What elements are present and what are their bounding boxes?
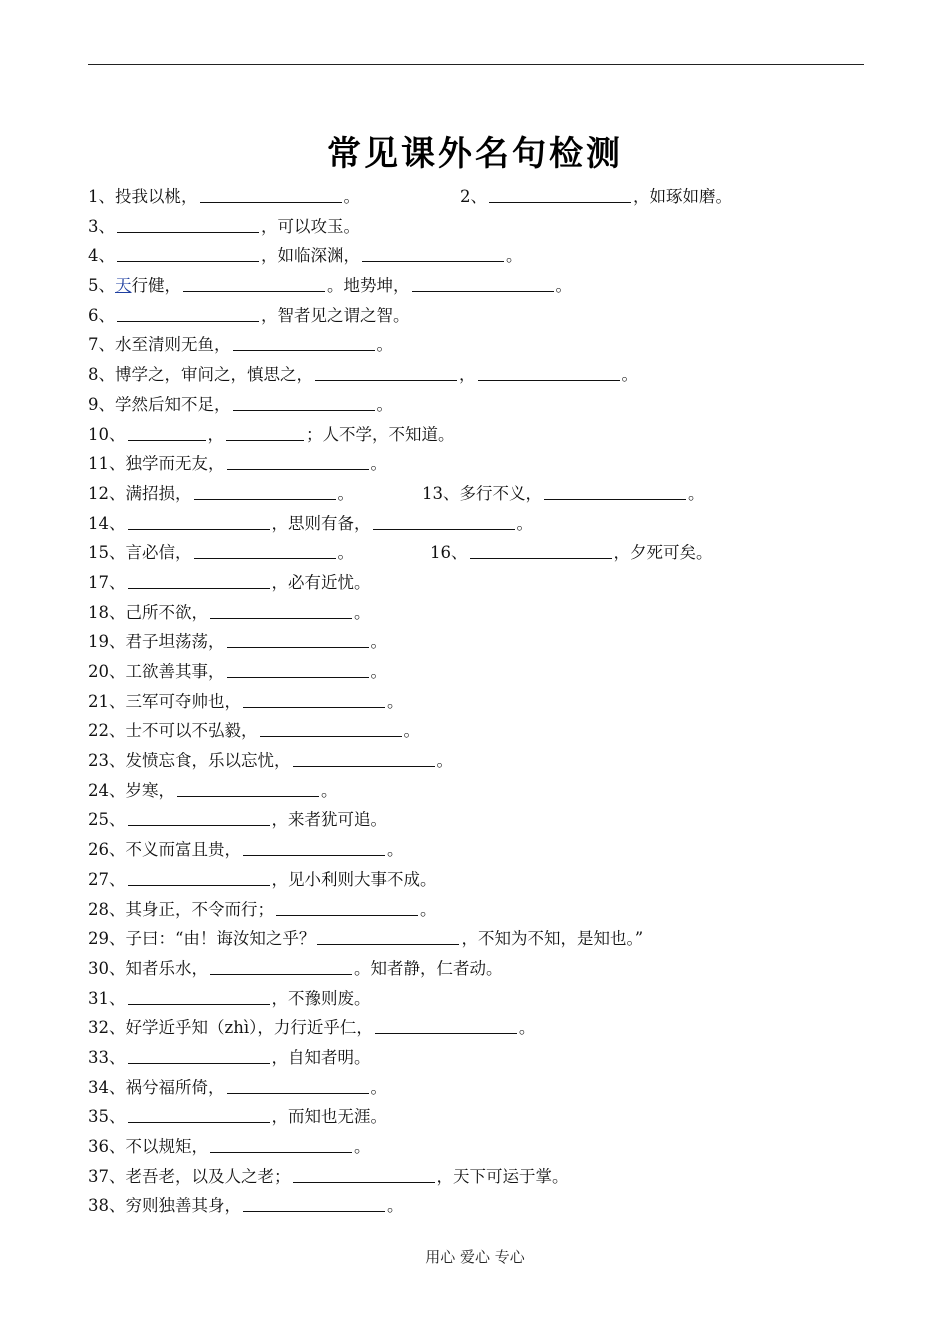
question-line [88,212,868,242]
question-text: 28、其身正，不令而行； [88,899,274,919]
question-text: 6、 [88,305,115,325]
question-text: 。 [343,187,360,206]
answer-blank[interactable] [128,1102,270,1123]
question-text: 。 [688,483,705,503]
answer-blank[interactable] [373,509,515,530]
answer-blank[interactable] [243,835,385,856]
question-text: 。 [387,691,404,711]
question-text: ，可以攻玉。 [261,216,360,236]
answer-blank[interactable] [226,420,304,441]
question-text: 。 [403,721,420,741]
question-text: 。 [518,1018,536,1038]
question-line [88,420,868,450]
page-title: 常见课外名句检测 [327,134,623,174]
question-line [88,1073,868,1103]
question-text: 18、己所不欲， [88,602,208,622]
question-text: ， [207,424,224,444]
question-text: 21、三军可夺帅也， [88,691,241,711]
question-text: 。 [337,543,354,563]
question-line [88,360,868,390]
question-line [88,241,868,271]
question-line [88,301,868,331]
question-text: 。 [420,899,437,919]
question-line [88,895,868,925]
answer-blank[interactable] [489,182,631,203]
question-line [88,1132,868,1162]
question-text: 29、子曰：“由！诲汝知之乎？ [88,929,316,949]
answer-blank[interactable] [544,479,686,500]
question-line [88,984,868,1014]
question-text: 13、多行不义， [422,483,542,503]
answer-blank[interactable] [293,1162,435,1183]
answer-blank[interactable] [293,746,435,767]
answer-blank[interactable] [117,301,259,322]
question-text: 5、 [88,276,115,296]
question-line [88,746,868,776]
answer-blank[interactable] [200,182,342,203]
answer-blank[interactable] [183,271,325,292]
question-text: 32、好学近乎知（zhì），力行近乎仁， [88,1018,373,1038]
question-text: ，夕死可矣。 [613,543,713,563]
question-text: ，不豫则废。 [271,988,371,1008]
answer-blank[interactable] [194,538,336,559]
question-text: 。 [387,840,404,860]
question-line [88,865,868,895]
question-text: 26、不义而富且贵， [88,840,241,860]
question-line [88,627,868,657]
question-line [88,271,868,301]
question-line [88,538,868,568]
answer-blank[interactable] [233,330,375,351]
question-text: 25、 [88,810,126,830]
question-text: 38、穷则独善其身， [88,1196,241,1216]
question-text: 9、学然后知不足， [88,394,231,414]
question-text: 。 [387,1196,404,1216]
question-text: 30、知者乐水， [88,958,208,978]
page-footer: 用心 爱心 专心 [425,1248,525,1266]
answer-blank[interactable] [117,212,259,233]
question-text: 23、发愤忘食，乐以忘忧， [88,751,291,771]
question-text: 8、博学之，审问之，慎思之， [88,365,313,385]
question-line [88,390,868,420]
question-text: 。 [370,1077,387,1097]
question-line [88,1102,868,1132]
question-line [88,598,868,628]
answer-blank[interactable] [128,805,270,826]
answer-blank[interactable] [227,449,369,470]
question-line [88,182,868,212]
answer-blank[interactable] [128,568,270,589]
question-text: 20、工欲善其事， [88,662,225,681]
answer-blank[interactable] [412,271,554,292]
question-line-right [430,538,713,568]
question-text: 天 [115,276,132,296]
question-text: 3、 [88,216,115,236]
question-text: 。地势坤， [327,276,410,296]
question-line [88,1162,868,1192]
question-line [88,924,868,954]
question-text: 。 [376,394,393,414]
question-text: 12、满招损， [88,483,192,503]
answer-blank[interactable] [470,538,612,559]
answer-blank[interactable] [478,360,620,381]
question-text: 。 [370,454,387,474]
question-text: 。 [370,662,387,681]
question-text: 行健， [131,276,181,296]
answer-blank[interactable] [128,420,206,441]
question-text: ，智者见之谓之智。 [261,305,410,325]
question-line [88,776,868,806]
answer-blank[interactable] [276,895,418,916]
answer-blank[interactable] [210,1132,352,1153]
question-text: 2、 [460,187,487,206]
question-text: 19、君子坦荡荡， [88,632,225,652]
question-text: ， [459,365,476,385]
question-line [88,1043,868,1073]
answer-blank[interactable] [177,776,319,797]
question-text: 16、 [430,543,468,563]
question-line [88,449,868,479]
question-text: 。 [354,602,371,622]
question-text: 。 [555,276,572,296]
question-line [88,1013,868,1043]
answer-blank[interactable] [315,360,457,381]
answer-blank[interactable] [227,627,369,648]
question-text: 。知者静，仁者动。 [354,958,503,978]
question-line [88,330,868,360]
question-line [88,1191,868,1221]
question-line [88,687,868,717]
question-text: 。 [516,513,533,533]
question-line-right [460,182,732,212]
question-text: 14、 [88,513,126,533]
answer-blank[interactable] [243,687,385,708]
answer-blank[interactable] [317,924,459,945]
answer-blank[interactable] [243,1191,385,1212]
question-text: 7、水至清则无鱼， [88,335,231,355]
question-text: 。 [436,751,453,771]
answer-blank[interactable] [210,954,352,975]
question-text: 。 [621,365,638,385]
question-text: ；人不学，不知道。 [306,424,455,444]
question-line [88,716,868,746]
question-line [88,479,868,509]
answer-blank[interactable] [117,241,259,262]
question-text: 4、 [88,246,115,266]
answer-blank[interactable] [128,1043,270,1064]
question-text: 。 [376,335,393,355]
question-text: 。 [354,1137,371,1156]
question-line-right [422,479,705,509]
answer-blank[interactable] [210,598,352,619]
question-text: ，必有近忧。 [271,572,371,592]
question-text: 15、言必信， [88,543,192,563]
answer-blank[interactable] [227,657,369,678]
question-text: 。 [506,246,523,266]
answer-blank[interactable] [227,1073,369,1094]
question-text: 10、 [88,424,126,444]
question-text: 35、 [88,1107,126,1127]
question-text: 11、独学而无友， [88,454,225,474]
question-text: 27、 [88,869,126,889]
question-line [88,657,868,687]
question-text: 17、 [88,572,126,592]
question-text: ，天下可运于掌。 [436,1166,569,1186]
answer-blank[interactable] [375,1013,517,1034]
question-text: ，自知者明。 [271,1047,371,1067]
question-text: 22、士不可以不弘毅， [88,721,258,741]
question-text: ，见小利则大事不成。 [271,869,437,889]
answer-blank[interactable] [128,984,270,1005]
question-text: ，不知为不知，是知也。” [461,929,644,949]
question-text: ，来者犹可追。 [271,810,387,830]
question-text: 31、 [88,988,126,1008]
question-text: 36、不以规矩， [88,1137,208,1156]
question-text: 24、岁寒， [88,780,175,800]
question-list [88,182,868,1221]
question-line [88,954,868,984]
question-text: ，如琢如磨。 [633,187,732,206]
question-line [88,805,868,835]
question-text: 。 [370,632,387,652]
answer-blank[interactable] [233,390,375,411]
top-rule [88,64,864,65]
question-text: ，而知也无涯。 [271,1107,387,1127]
question-text: 1、投我以桃， [88,187,198,206]
question-text: 33、 [88,1047,126,1067]
answer-blank[interactable] [362,241,504,262]
question-line [88,835,868,865]
answer-blank[interactable] [194,479,336,500]
answer-blank[interactable] [260,716,402,737]
question-line [88,568,868,598]
question-text: 。 [321,780,338,800]
question-text: 34、祸兮福所倚， [88,1077,225,1097]
question-line [88,509,868,539]
answer-blank[interactable] [128,509,270,530]
question-text: ，思则有备， [271,513,371,533]
question-text: 37、老吾老，以及人之老； [88,1166,291,1186]
question-text: ，如临深渊， [261,246,360,266]
question-text: 。 [337,483,354,503]
answer-blank[interactable] [128,865,270,886]
